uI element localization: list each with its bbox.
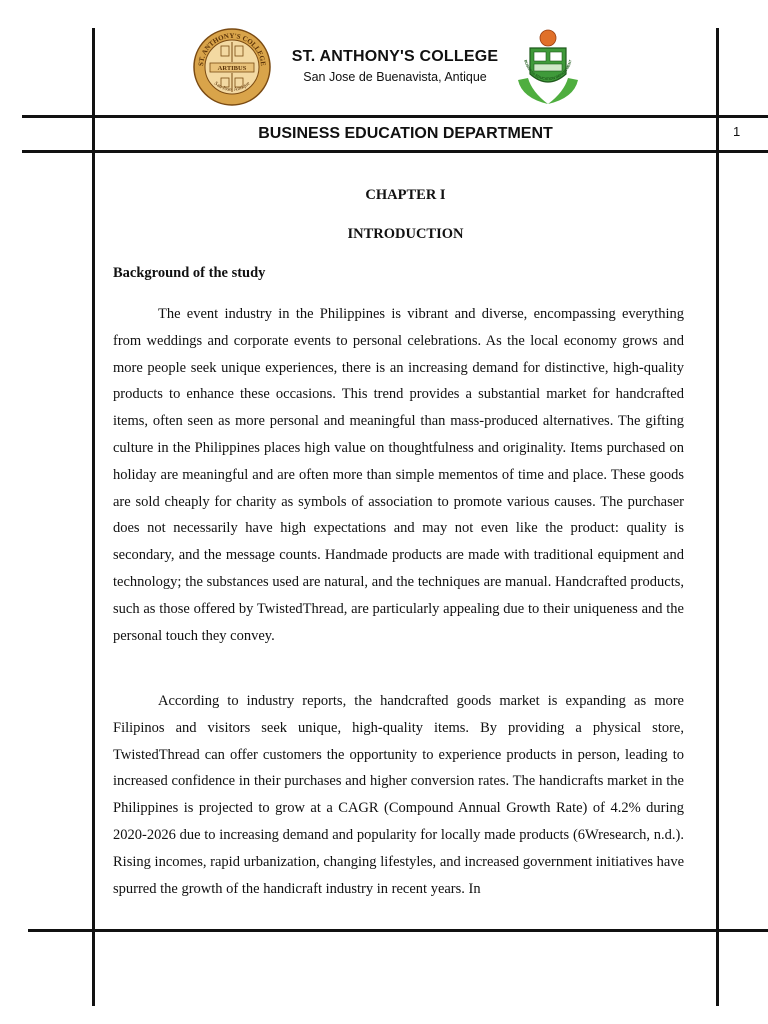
department-title: BUSINESS EDUCATION DEPARTMENT	[258, 125, 553, 142]
body-paragraph-1: The event industry in the Philippines is vibrant and diverse, encompassing everything from weddings and corporate events to personal celebrations. As the local economy grows and more people seek unique experiences, there is an increasing demand for distinctive, high-quality products to enhance these occasions. This trend provides a substantial market for handcrafted items, often seen as more personal and meaningful than mass-produced alternatives. The gifting culture in the Philippines places high value on thoughtfulness and originality. Items purchased on holiday are meaningful and are often more than simple mementos of time and place. These goods are sold cheaply for charity as symbols of association to promote various causes. The purchaser does not necessarily have high expectations and may not even like the product: quality is secondary, and the message counts. Handmade products are made with traditional equipment and technology; the substances used are natural, and the techniques are manual. Handcrafted products, such as those offered by TwistedThread, are particularly appealing due to their uniqueness and the personal touch they convey.	[113, 306, 684, 644]
footer-rule	[28, 929, 768, 932]
seal-motto: ARTIBUS	[217, 65, 247, 72]
header-top-rule	[22, 115, 768, 118]
chapter-title: INTRODUCTION	[347, 226, 464, 242]
right-margin-rule	[716, 28, 719, 1006]
emblem-text: BUSINESS EDUCATION DEPARTMENT	[523, 59, 573, 82]
left-margin-rule	[92, 28, 95, 1006]
department-emblem-logo	[512, 26, 584, 108]
body-paragraph-2: According to industry reports, the handcrafted goods market is expanding as more Filipinos and visitors seek unique, high-quality items. By providing a physical store, TwistedThread can offer customers the opportunity to experience products in person, leading to increased confidence in their purchases and higher conversion rates. The handicrafts market in the Philippines is projected to grow at a CAGR (Compound Annual Growth Rate) of 4.2% during 2020-2026 due to increasing demand and popularity for locally made products (6Wresearch, n.d.). Rising incomes, rapid urbanization, changing lifestyles, and increased government initiatives have spurred the growth of the handicraft industry in recent years. In	[113, 693, 684, 897]
college-address: San Jose de Buenavista, Antique	[303, 70, 487, 84]
section-heading: Background of the study	[113, 265, 266, 281]
seal-name-text: ST. ANTHONY'S COLLEGE	[196, 31, 268, 67]
college-seal-logo	[193, 28, 271, 106]
seal-location-text: San Jose Antique	[212, 80, 252, 93]
header-bottom-rule	[22, 150, 768, 153]
page-number: 1	[733, 124, 741, 139]
chapter-number: CHAPTER I	[365, 187, 446, 203]
college-name: ST. ANTHONY'S COLLEGE	[291, 48, 499, 65]
